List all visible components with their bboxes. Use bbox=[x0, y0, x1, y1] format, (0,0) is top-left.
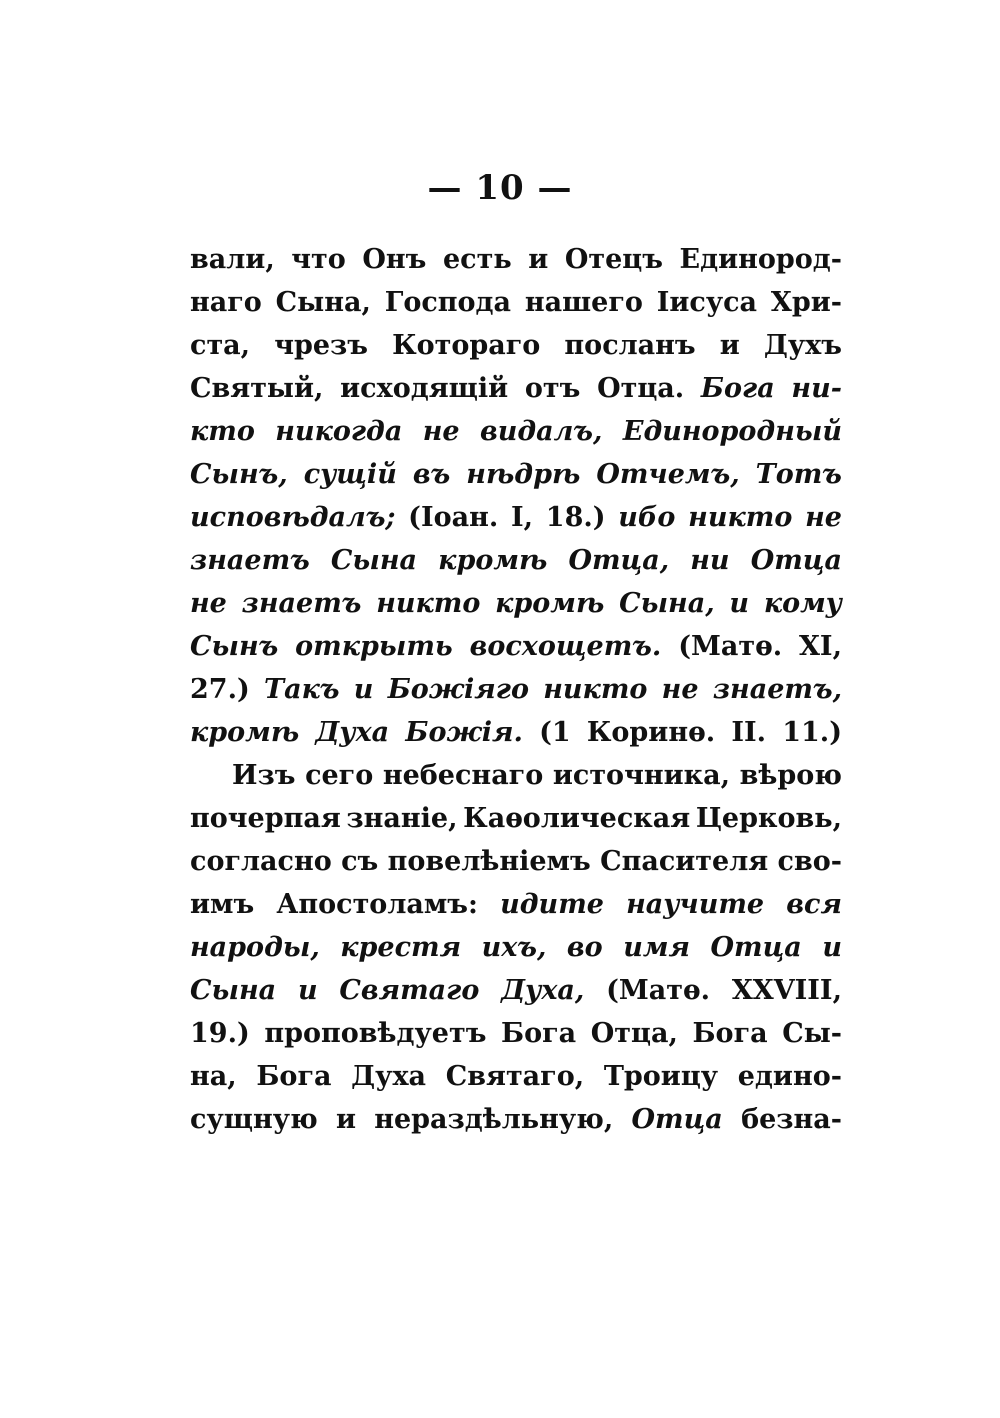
word: почерпая bbox=[190, 803, 341, 834]
word: II. bbox=[731, 717, 766, 748]
word: I, bbox=[511, 502, 534, 533]
text-line bbox=[190, 883, 842, 926]
text-line bbox=[190, 238, 842, 281]
word: есть bbox=[442, 244, 512, 275]
text-line bbox=[190, 539, 842, 582]
italic-word: ни bbox=[690, 545, 730, 576]
italic-word: народы, bbox=[190, 932, 320, 963]
word: (Матѳ. bbox=[678, 631, 783, 662]
text-line bbox=[190, 324, 842, 367]
word: Святаго, bbox=[445, 1061, 585, 1092]
word: Церковь, bbox=[695, 803, 842, 834]
italic-word: знаетъ bbox=[241, 588, 362, 619]
word: ста, bbox=[190, 330, 251, 361]
word: источника, bbox=[552, 760, 731, 791]
page-number: — 10 — bbox=[427, 168, 573, 208]
word: и bbox=[335, 1104, 356, 1135]
word: проповѣдуетъ bbox=[264, 1018, 487, 1049]
italic-word: никто bbox=[376, 588, 481, 619]
italic-word: Сына bbox=[190, 975, 277, 1006]
word: и bbox=[719, 330, 740, 361]
italic-word: Божіяго bbox=[387, 674, 529, 705]
word: и bbox=[528, 244, 549, 275]
text-line bbox=[190, 797, 842, 840]
italic-word: кромѣ bbox=[438, 545, 548, 576]
italic-word: Сына, bbox=[619, 588, 715, 619]
word: 27.) bbox=[190, 674, 250, 705]
text-line bbox=[190, 582, 842, 625]
word: сущную bbox=[190, 1104, 318, 1135]
italic-word: видалъ, bbox=[480, 416, 603, 447]
word: Котораго bbox=[392, 330, 541, 361]
italic-word: знаетъ, bbox=[712, 674, 842, 705]
italic-word: Отчемъ, bbox=[596, 459, 740, 490]
italic-word: знаетъ bbox=[190, 545, 310, 576]
italic-word: вся bbox=[786, 889, 842, 920]
text-line bbox=[190, 969, 842, 1012]
word: на, bbox=[190, 1061, 237, 1092]
italic-word: Сынъ, bbox=[190, 459, 288, 490]
word: XXVIII, bbox=[731, 975, 842, 1006]
text-line bbox=[190, 496, 842, 539]
word: вали, bbox=[190, 244, 275, 275]
text-line bbox=[190, 926, 842, 969]
word: Единород- bbox=[679, 244, 842, 275]
italic-word: не bbox=[805, 502, 842, 533]
italic-word: Отца bbox=[710, 932, 802, 963]
italic-word: научите bbox=[626, 889, 765, 920]
italic-word: и bbox=[353, 674, 374, 705]
word: Бога bbox=[501, 1018, 577, 1049]
word: чрезъ bbox=[274, 330, 368, 361]
word: Отца, bbox=[590, 1018, 678, 1049]
word: отъ bbox=[524, 373, 581, 404]
italic-word: Такъ bbox=[264, 674, 340, 705]
word: сво- bbox=[777, 846, 842, 877]
italic-word: нѣдрѣ bbox=[466, 459, 581, 490]
italic-word: и bbox=[729, 588, 750, 619]
word: Святый, bbox=[190, 373, 324, 404]
italic-word: Божія. bbox=[405, 717, 523, 748]
word: XI, bbox=[798, 631, 842, 662]
text-line bbox=[190, 1098, 842, 1141]
italic-word: во bbox=[566, 932, 603, 963]
italic-word: Сына bbox=[330, 545, 418, 576]
word: Каѳолическая bbox=[463, 803, 691, 834]
text-line bbox=[190, 281, 842, 324]
word: Коринѳ. bbox=[586, 717, 716, 748]
italic-word: Духа, bbox=[501, 975, 585, 1006]
word: 19.) bbox=[190, 1018, 250, 1049]
word: Спасителя bbox=[600, 846, 769, 877]
italic-word: ихъ, bbox=[481, 932, 547, 963]
word: небеснаго bbox=[382, 760, 544, 791]
text-line bbox=[190, 410, 842, 453]
italic-word: кромѣ bbox=[495, 588, 605, 619]
italic-word: ни- bbox=[791, 373, 842, 404]
word: Сына, bbox=[275, 287, 371, 318]
word: вѣрою bbox=[739, 760, 842, 791]
italic-word: Духа bbox=[315, 717, 390, 748]
italic-word: Бога bbox=[700, 373, 775, 404]
italic-word: никогда bbox=[275, 416, 403, 447]
word: Господа bbox=[384, 287, 512, 318]
word: съ bbox=[341, 846, 379, 877]
text-line bbox=[190, 453, 842, 496]
italic-word: Тотъ bbox=[755, 459, 842, 490]
italic-word: кромѣ bbox=[190, 717, 300, 748]
word: Бога bbox=[692, 1018, 768, 1049]
word: Онъ bbox=[362, 244, 427, 275]
text-line bbox=[190, 1055, 842, 1098]
word: нераздѣльную, bbox=[374, 1104, 614, 1135]
word: (1 bbox=[539, 717, 571, 748]
word: Хри- bbox=[770, 287, 842, 318]
italic-word: идите bbox=[500, 889, 604, 920]
italic-word: открыть bbox=[295, 631, 453, 662]
word: сего bbox=[305, 760, 374, 791]
text-line bbox=[190, 1012, 842, 1055]
text-line bbox=[190, 754, 842, 797]
italic-word: не bbox=[422, 416, 460, 447]
word: Троицу bbox=[603, 1061, 719, 1092]
word: (Іоан. bbox=[408, 502, 499, 533]
word: наго bbox=[190, 287, 262, 318]
word: Отецъ bbox=[564, 244, 663, 275]
word: Іисуса bbox=[656, 287, 758, 318]
word: Апостоламъ: bbox=[276, 889, 478, 920]
italic-word: сущій bbox=[303, 459, 397, 490]
italic-word: восхощетъ. bbox=[469, 631, 662, 662]
word: безна- bbox=[741, 1104, 842, 1135]
word: исходящій bbox=[340, 373, 509, 404]
word: Сы- bbox=[782, 1018, 842, 1049]
italic-word: кто bbox=[190, 416, 255, 447]
word: посланъ bbox=[564, 330, 696, 361]
italic-word: Отца bbox=[631, 1104, 723, 1135]
italic-word: не bbox=[190, 588, 227, 619]
word: повелѣніемъ bbox=[387, 846, 591, 877]
word: Духа bbox=[351, 1061, 427, 1092]
word: Отца. bbox=[597, 373, 685, 404]
word: 11.) bbox=[782, 717, 842, 748]
italic-word: Сынъ bbox=[190, 631, 279, 662]
word: что bbox=[291, 244, 346, 275]
word: Духъ bbox=[763, 330, 842, 361]
italic-word: Отца bbox=[750, 545, 842, 576]
word: нашего bbox=[524, 287, 643, 318]
italic-word: не bbox=[661, 674, 699, 705]
italic-word: исповѣдалъ; bbox=[190, 502, 396, 533]
text-line bbox=[190, 711, 842, 754]
italic-word: крестя bbox=[340, 932, 462, 963]
italic-word: и bbox=[822, 932, 842, 963]
word: знаніе, bbox=[346, 803, 458, 834]
italic-word: ибо bbox=[618, 502, 676, 533]
word: имъ bbox=[190, 889, 255, 920]
italic-word: имя bbox=[623, 932, 690, 963]
body-text bbox=[190, 238, 842, 1141]
word: Бога bbox=[256, 1061, 332, 1092]
italic-word: никто bbox=[543, 674, 648, 705]
word: согласно bbox=[190, 846, 332, 877]
italic-word: въ bbox=[412, 459, 451, 490]
italic-word: кому bbox=[763, 588, 842, 619]
italic-word: и bbox=[297, 975, 318, 1006]
text-line bbox=[190, 840, 842, 883]
word: Изъ bbox=[232, 760, 296, 791]
text-line bbox=[190, 625, 842, 668]
word: (Матѳ. bbox=[606, 975, 711, 1006]
italic-word: Отца, bbox=[568, 545, 670, 576]
italic-word: никто bbox=[688, 502, 793, 533]
word: едино- bbox=[737, 1061, 842, 1092]
italic-word: Единородный bbox=[622, 416, 842, 447]
italic-word: Святаго bbox=[339, 975, 480, 1006]
word: 18.) bbox=[545, 502, 606, 533]
text-line bbox=[190, 668, 842, 711]
text-line bbox=[190, 367, 842, 410]
